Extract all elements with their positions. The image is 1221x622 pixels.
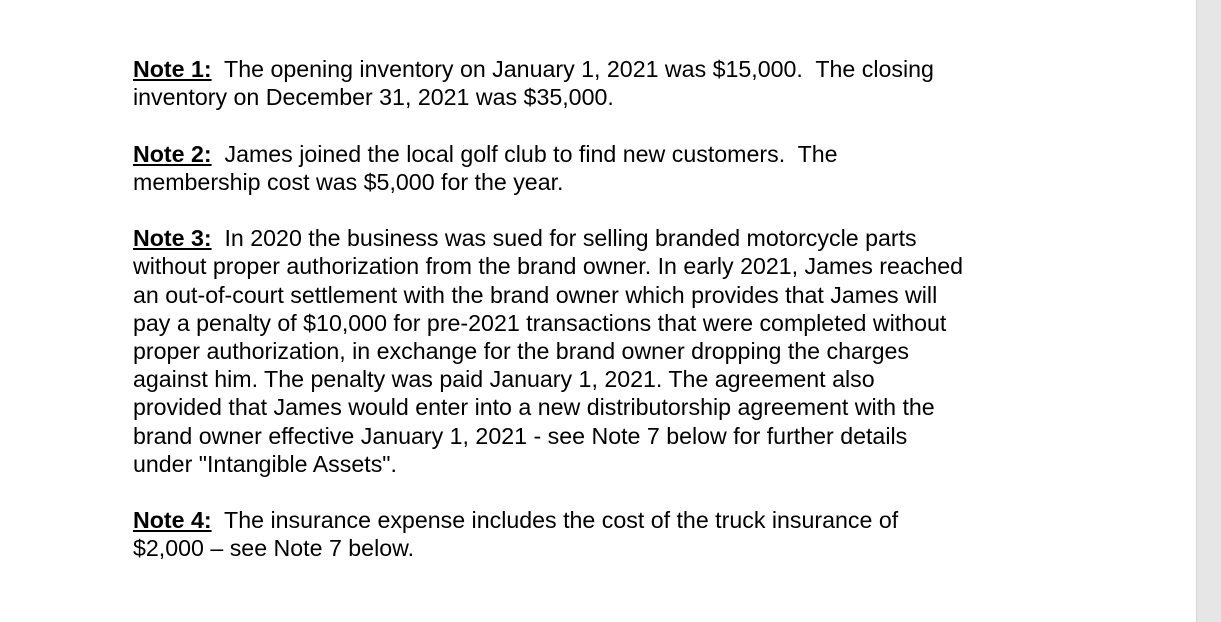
note-1-text: The opening inventory on January 1, 2021 was $15,000. The closing [211, 56, 934, 82]
note-3-line-2: without proper authorization from the brand owner. In early 2021, James reached [133, 253, 964, 280]
note-2-line-1 [133, 140, 1033, 168]
note-1 [133, 55, 1033, 111]
note-4-text: The insurance expense includes the cost of the truck insurance of [211, 507, 899, 534]
note-3-line-7: provided that James would enter into a new distributorship agreement with the [133, 394, 935, 421]
note-3-line-5: proper authorization, in exchange for the brand owner dropping the charges [133, 338, 909, 364]
note-3-line-8: brand owner effective January 1, 2021 - see Note 7 below for further details [133, 422, 908, 449]
note-3 [133, 224, 1033, 478]
note-1-label: Note 1: [133, 56, 212, 82]
note-3-line-6: against him. The penalty was paid January 1, 2021. The agreement also [133, 366, 875, 393]
note-1-line-2: inventory on December 31, 2021 was $35,000. [133, 84, 614, 111]
note-2 [133, 140, 1033, 196]
note-3-label: Note 3: [133, 225, 212, 252]
notes-content [133, 55, 1033, 591]
note-1-line-1 [133, 55, 1033, 83]
note-4-line-1 [133, 506, 1033, 534]
note-4 [133, 506, 1033, 562]
note-3-line-4: pay a penalty of $10,000 for pre-2021 transactions that were completed without [133, 309, 947, 336]
note-4-label: Note 4: [133, 507, 212, 534]
note-2-line-2: membership cost was $5,000 for the year. [133, 168, 564, 195]
note-3-text: In 2020 the business was sued for selling branded motorcycle parts [211, 225, 917, 252]
note-2-text: James joined the local golf club to find new customers. The [211, 140, 838, 167]
note-4-line-2: $2,000 – see Note 7 below. [133, 535, 415, 562]
note-2-label: Note 2: [133, 140, 212, 167]
scrollbar-track[interactable] [1196, 0, 1221, 622]
note-3-line-9: under "Intangible Assets". [133, 450, 397, 477]
note-3-line-1 [133, 224, 1033, 252]
note-3-line-3: an out-of-court settlement with the brand owner which provides that James will [133, 281, 938, 308]
